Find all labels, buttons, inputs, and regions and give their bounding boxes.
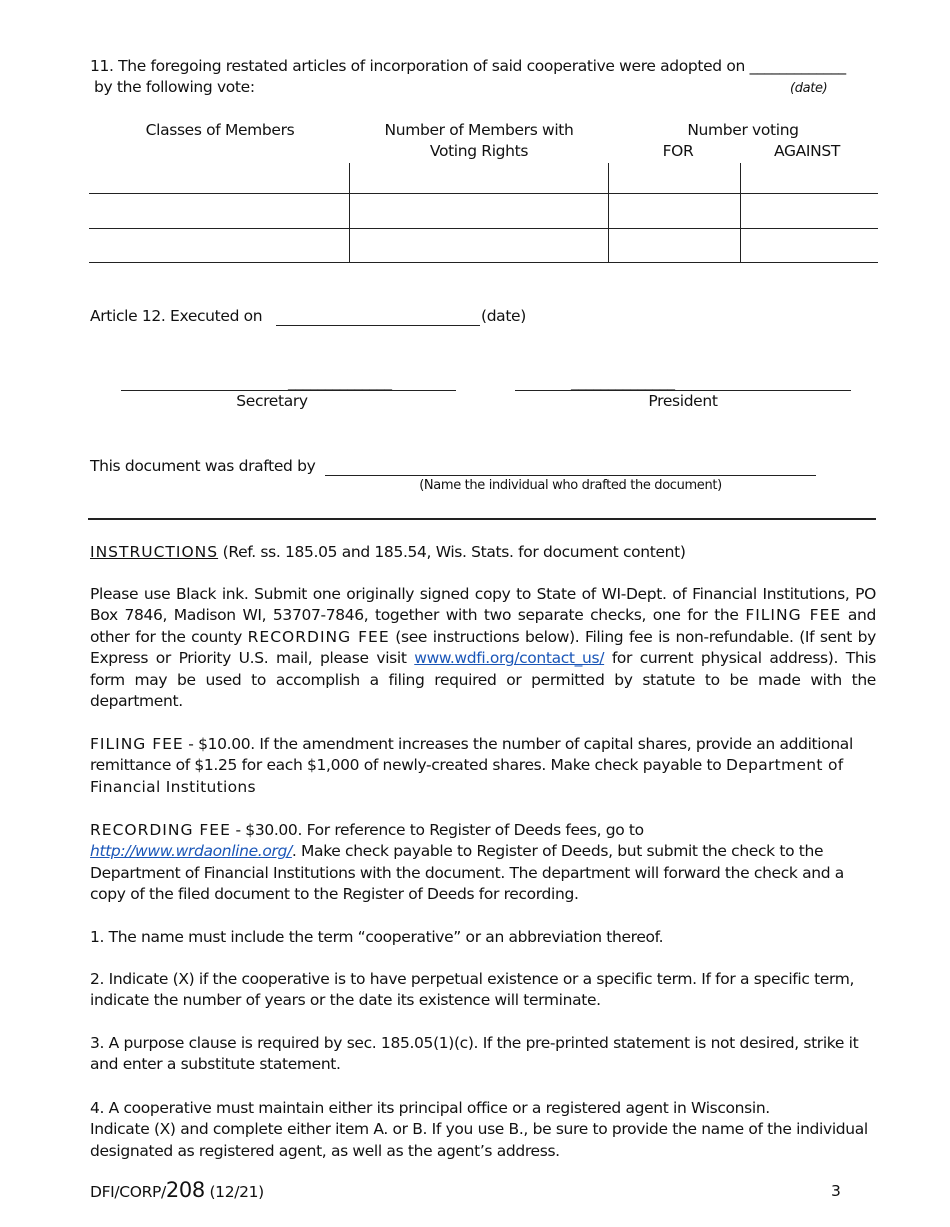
table-row-line bbox=[89, 262, 878, 263]
header-for: FOR bbox=[662, 142, 694, 160]
table-divider bbox=[740, 163, 741, 263]
instruction-item-4 bbox=[90, 1098, 876, 1162]
filing-fee-text: - $10.00. If the amendment increases the number of capital shares, provide an additional remittance of $1.25 for each $1,000 of newly-created shares. Make check payable to bbox=[90, 735, 853, 775]
item11-date-blank: _____________ bbox=[749, 57, 846, 75]
drafted-by-caption: (Name the individual who drafted the document) bbox=[419, 478, 722, 493]
instructions-heading: INSTRUCTIONS bbox=[90, 543, 219, 561]
form-id bbox=[90, 1178, 264, 1202]
filing-fee-label: FILING FEE bbox=[90, 735, 184, 753]
table-divider bbox=[349, 163, 350, 263]
p1-filing-fee: FILING FEE bbox=[745, 606, 842, 625]
p1-text-c: (see instructions below). Filing fee is non-refundable. (If sent by Express or Priority U.S. mail, please visit bbox=[90, 627, 876, 668]
p1-text-b: and other for the county bbox=[90, 606, 876, 646]
article12-date-label: (date) bbox=[481, 307, 526, 325]
drafted-by-label: This document was drafted by bbox=[90, 457, 316, 475]
table-divider bbox=[608, 163, 609, 263]
p1-recording-fee: RECORDING FEE bbox=[247, 627, 390, 646]
recording-fee-paragraph bbox=[90, 820, 876, 906]
secretary-label: Secretary bbox=[236, 392, 308, 410]
filing-fee-paragraph bbox=[90, 734, 876, 798]
form-date: (12/21) bbox=[204, 1183, 264, 1201]
article12-date-line[interactable] bbox=[276, 325, 480, 326]
form-number: 208 bbox=[165, 1178, 205, 1202]
form-prefix: DFI/CORP/ bbox=[90, 1183, 166, 1201]
section-divider bbox=[88, 518, 876, 520]
page-number: 3 bbox=[831, 1182, 841, 1200]
table-row-line bbox=[89, 193, 878, 194]
president-label: President bbox=[648, 392, 718, 410]
header-number-members-line2: Voting Rights bbox=[429, 142, 529, 160]
secretary-blank: ______________ bbox=[288, 373, 392, 391]
filing-fee-payee: Department of Financial Institutions bbox=[90, 756, 844, 796]
p1-text-d: for current physical address). This form may be used to accomplish a filing required or permitted by statute to be made with the department. bbox=[90, 649, 876, 711]
p1-text-a: Please use Black ink. Submit one originally signed copy to State of WI-Dept. of Financial Institutions, PO Box 7846, Madison WI, 53707-7846, together with two separate checks, one for the bbox=[90, 585, 876, 625]
recording-fee-label: RECORDING FEE bbox=[90, 821, 231, 839]
item11-date-label: (date) bbox=[790, 81, 828, 96]
instruction-item-3: 3. A purpose clause is required by sec. 185.05(1)(c). If the pre-printed statement is not desired, strike it and enter a substitute statement. bbox=[90, 1034, 859, 1074]
header-number-voting: Number voting bbox=[687, 121, 799, 139]
recording-fee-text-b: . Make check payable to Register of Deeds, but submit the check to the Department of Financial Institutions with the document. The department will forward the check and a copy of the filed document to the Register of Deeds for recording. bbox=[90, 842, 844, 904]
wrda-link[interactable]: http://www.wrdaonline.org/ bbox=[90, 842, 292, 861]
item11-line1: 11. The foregoing restated articles of incorporation of said cooperative were adopted on bbox=[90, 57, 745, 75]
article12-label: Article 12. Executed on bbox=[90, 307, 263, 325]
instruction-item-1: 1. The name must include the term “cooperative” or an abbreviation thereof. bbox=[90, 928, 664, 946]
item4-line1: 4. A cooperative must maintain either its principal office or a registered agent in Wisconsin. bbox=[90, 1099, 770, 1117]
instructions-reference: (Ref. ss. 185.05 and 185.54, Wis. Stats. for document content) bbox=[218, 543, 686, 561]
president-blank: ______________ bbox=[571, 373, 675, 391]
contact-us-link[interactable]: www.wdfi.org/contact_us/ bbox=[414, 649, 605, 668]
instructions-paragraph-1 bbox=[90, 584, 876, 712]
item4-line2: Indicate (X) and complete either item A. or B. If you use B., be sure to provide the name of the individual designated as registered agent, as well as the agent’s address. bbox=[90, 1120, 868, 1160]
table-row-line bbox=[89, 228, 878, 229]
item11-line2: by the following vote: bbox=[94, 78, 255, 96]
instruction-item-2: 2. Indicate (X) if the cooperative is to have perpetual existence or a specific term. If for a specific term, indicate the number of years or the date its existence will terminate. bbox=[90, 970, 855, 1010]
header-classes-of-members: Classes of Members bbox=[145, 121, 295, 139]
instructions-heading-line bbox=[90, 543, 686, 561]
president-signature-line[interactable] bbox=[515, 390, 851, 391]
drafted-by-line[interactable] bbox=[325, 475, 816, 476]
header-number-members-line1: Number of Members with bbox=[384, 121, 574, 139]
item11-text bbox=[90, 57, 846, 75]
recording-fee-text-a: - $30.00. For reference to Register of Deeds fees, go to bbox=[230, 821, 644, 839]
secretary-signature-line[interactable] bbox=[121, 390, 456, 391]
header-against: AGAINST bbox=[774, 142, 840, 160]
